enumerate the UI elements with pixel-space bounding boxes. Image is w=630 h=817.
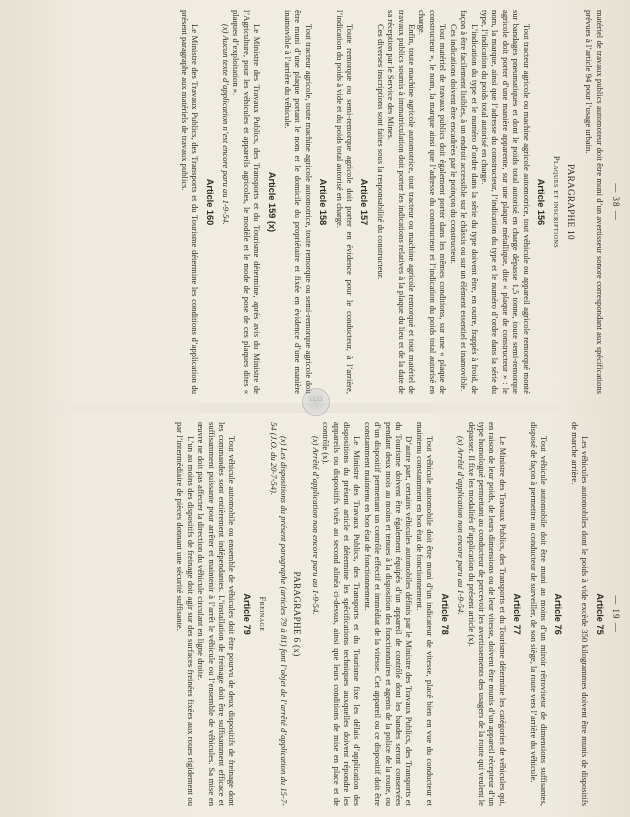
article-78-title: Article 78 <box>439 593 450 635</box>
article-156-title: Article 156 <box>535 178 546 226</box>
article-78-footnote: (x) Arrêté d’application non encore paru au 1-9-54. <box>310 436 321 615</box>
article-156-text: Ces diverses inscriptions sont faites sous la responsabilité du constructeur. <box>375 24 386 280</box>
article-156-text: Ces indications doivent être encadrées par le poinçon du constructeur. <box>448 24 459 265</box>
freinage-heading: Freinage <box>258 596 269 632</box>
article-157-title: Article 157 <box>359 178 370 226</box>
page-number-left: — 38 — <box>611 183 621 221</box>
paragraph-6-heading: PARAGRAPHE 6 (x) <box>292 571 303 657</box>
article-160-text: Le Ministre des Travaux Publics, des Transports et du Tourisme détermine les conditions d’application du présent paragraphe aux matériels de travaux publics. <box>179 10 201 394</box>
article-79-text: L’un au moins des dispositifs de freinage doit agir sur des surfaces freinées fixées aux roues rigidement ou par l’intermédiaire de pièces donnant une sécurité suffisante. <box>175 422 196 806</box>
paragraph-subheading: Plaques et inscriptions <box>552 155 563 249</box>
article-156-text: Tout matériel de travaux publics doit également porter dans les mêmes conditions, sur une « plaque de constructeur », le nom, la marque ainsi que l’adresse du constructeur et l’indication du poids total autorisé en charge. <box>417 10 449 394</box>
article-159-title: Article 159 (x) <box>266 171 277 233</box>
article-75-text: Les véhicules automobiles dont le poids à vide excède 350 kilogrammes doivent être munis de dispositifs de marche arrière. <box>569 422 591 806</box>
article-75-title: Article 75 <box>594 593 605 635</box>
article-158-title: Article 158 <box>318 178 329 226</box>
paragraph-6-footnote: (x) Les dispositions du présent paragraphe (articles 79 à 81) font l’objet de l’arrêté d’application du 15-7-54 (J.O. du 20-7-54). <box>268 422 290 806</box>
article-159-text: Le Ministre des Travaux Publics, des Transports et du Tourisme détermine, après avis du Ministre de l’Agriculture, pour les véhicules et appareils agricoles, le modèle et le mode de pose de ces plaques dites « plaques d’exploitation ». <box>231 10 263 394</box>
article-78-text: Tout véhicule automobile doit être muni d’un indicateur de vitesse, placé bien en vue du conducteur et maintenu constamment en bon état de fonctionnement. <box>414 422 436 806</box>
article-156-text: L’indication du type et le numéro d’ordre dans la série du type doivent être, en outre, frappés à froid, de façon à être facilement lisibles, à un endroit accessible sur le châssis ou sur un élément essentiel et inamovible. <box>459 10 480 394</box>
article-160-title: Article 160 <box>204 178 215 226</box>
article-76-title: Article 76 <box>553 593 564 635</box>
article-78-text: Le Ministre des Travaux Publics, des Transports et du Tourisme fixe les délais d’application des dispositions du présent article et détermine les spécifications techniques auxquelles doivent répondre les appareils ou dispositifs visés au second alinéa ci-dessus, ainsi que leurs conditions de mise en place et de contrôle (x). <box>321 422 363 806</box>
paragraph-heading: PARAGRAPHE 10 <box>565 164 576 240</box>
library-stamp <box>302 388 330 416</box>
article-159-footnote: (x) Aucun texte d’application n’est encore paru au 1-9-54. <box>221 24 231 225</box>
article-79-text: Tout véhicule automobile ou ensemble de véhicules doit être pourvu de deux dispositifs de freinage dont les commandes sont entièrement indépendantes. L’installation de freinage doit être suffisamment efficace et suffisamment puissante pour arrêter et maintenir à l’arrêt le véhicule ou l’ensemble de véhicules. Sa mise en œuvre ne doit pas affecter la direction du véhicule circulant en ligne droite. <box>196 422 238 806</box>
article-79-title: Article 79 <box>241 593 252 635</box>
article-157-text: Toute remorque ou semi-remorque agricole doit porter en évidence pour le conducteur, à l’arrière, l’indication du poids à vide et du poids total autorisé en charge. <box>334 10 356 394</box>
article-156-text: Tout tracteur agricole ou machine agricole automotrice, tout véhicule ou appareil agricole remorqué monté sur bandages pneumatiques et dont le poids total autorisé en charge dépasse 1,5 tonne, toute semi-remorque agricole doit porter d’une manière apparente, sur une plaque métallique, dite « plaque de constructeur » : le nom, la marque, ainsi que l’adresse du constructeur, l’indication du type et le numéro d’ordre dans la série du type, l’indication du poids total autorisé en charge. <box>479 10 532 394</box>
article-77-footnote: (x) Arrêté d’application non encore paru au 1-9-54. <box>456 436 467 615</box>
article-78-text: D’autre part, certains véhicules automobiles définis par le Ministre des Travaux Publics, des Transports et du Tourisme doivent être également équipés d’un appareil de contrôle dont les bandes seront conservées pendant deux mois au moins et tenues à la disposition des fonctionnaires et agents de la police de la route, ou d’un dispositif permettant un contrôle effectif et immédiat de la vitesse. Cet appareil ou ce dispositif doit être constamment maintenu en bon état de fonctionnement. <box>362 422 415 806</box>
intro-text: matériel de travaux publics automoteur doit être muni d’un avertisseur sonore correspondant aux spécifications prévues à l’article 94 pour l’usage urbain. <box>584 10 605 394</box>
left-page <box>9 8 621 398</box>
article-156-text: Enfin, toute machine agricole automotrice, tout tracteur ou machine agricole remorqué et tout matériel de travaux publics soumis à immatriculation doit porter les indications relatives à la plaque du lieu et de la date de sa réception par le Service des Mines. <box>386 10 418 394</box>
page-number-right: — 19 — <box>611 595 621 633</box>
article-77-text: Le Ministre des Travaux Publics, des Transports et du Tourisme détermine les catégories de véhicules qui, en raison de leur poids, de leurs dimensions ou de leur vitesse, doivent être munis d’un appareil récepteur d’un type homologué permettant au conducteur de percevoir les avertissements des usagers de la route qui veulent le dépasser. Il fixe les modalités d’application du présent article (x). <box>466 422 508 806</box>
article-158-text: Tout tracteur agricole, toute machine agricole automotrice, toute remorque ou semi-remorque agricole doit être muni d’une plaque portant le nom et le domicile du propriétaire et fixée en évidence d’une manière inamovible à l’arrière du véhicule. <box>283 10 314 394</box>
stamp-text: LCO <box>309 397 323 403</box>
right-page <box>9 418 621 808</box>
article-77-title: Article 77 <box>512 593 523 635</box>
article-76-text: Tout véhicule automobile doit être muni au moins d’un miroir rétroviseur de dimensions suffisantes, disposé de façon à permettre au conducteur de surveiller, de son siège, la route vers l’arrière du véhicule. <box>528 422 549 806</box>
